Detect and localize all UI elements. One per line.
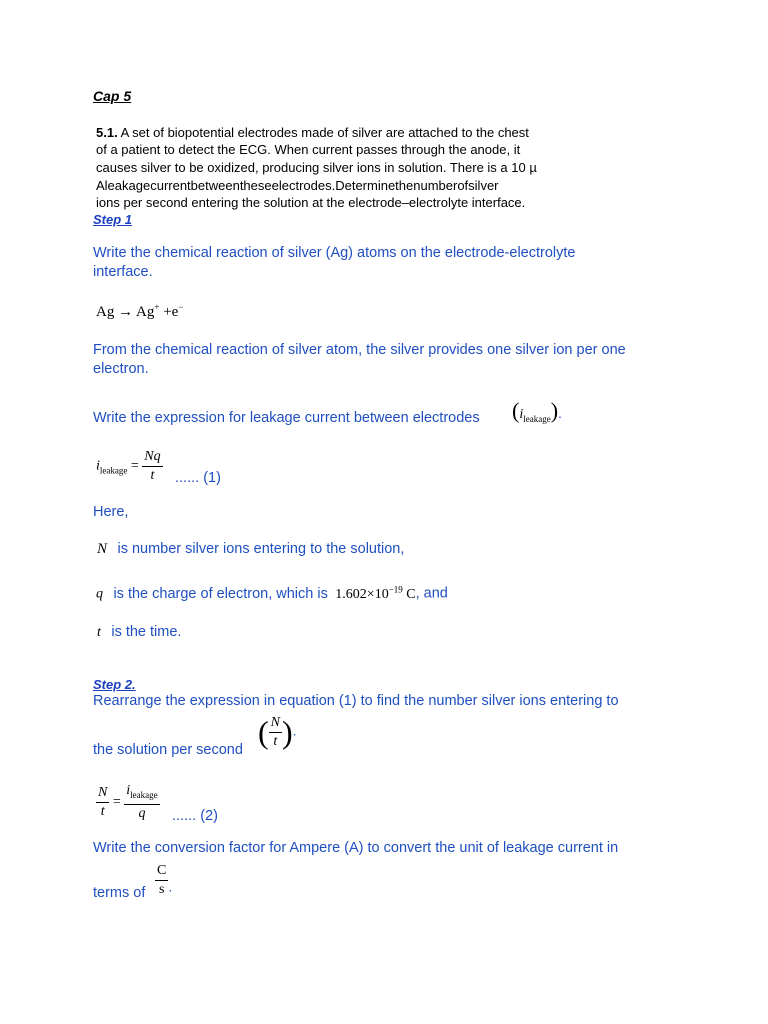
- electron-symbol: e: [171, 304, 179, 320]
- provides-line-1: From the chemical reaction of silver atom, the silver provides one silver ion per one: [93, 342, 626, 358]
- reactant-ag: Ag: [96, 304, 115, 320]
- problem-line-1: [96, 124, 529, 142]
- i-leakage-inline: $(i_{leakage})$.: [512, 398, 562, 424]
- equation-2: $\frac{N}{t}$ = $\frac{i_{leakage}}{q}$: [98, 783, 158, 821]
- problem-text-1: A set of biopotential electrodes made of silver are attached to the chest: [120, 125, 529, 140]
- step1-intro-line-2: interface.: [93, 264, 153, 280]
- electron-charge-value: $1.602\times 10^{-19}$ C: [335, 584, 416, 602]
- step1-intro-line-1: Write the chemical reaction of silver (Ag) atoms on the electrode-electrolyte: [93, 245, 576, 261]
- reaction-arrow: →: [118, 304, 134, 320]
- def-q: q is the charge of electron, which is $1.602\times 10^{-19}$ C, and: [96, 584, 448, 602]
- problem-line-4: Aleakagecurrentbetweentheseelectrodes.Determinethenumberofsilver: [96, 178, 499, 193]
- problem-line-5: ions per second entering the solution at the electrode–electrolyte interface.: [96, 195, 526, 210]
- problem-number: 5.1.: [96, 125, 118, 140]
- eq2-rhs: $\frac{i_{leakage}}{q}$: [126, 783, 158, 821]
- expression-intro: Write the expression for leakage current between electrodes: [93, 410, 480, 426]
- n-over-t-inline: ( $\frac{N}{t}$ ).: [258, 714, 297, 750]
- conversion-line-1: Write the conversion factor for Ampere (A) to convert the unit of leakage current in: [93, 840, 619, 856]
- step2-line-2: the solution per second: [93, 742, 243, 758]
- page-heading: Cap 5: [93, 88, 132, 104]
- problem-line-2: of a patient to detect the ECG. When current passes through the anode, it: [96, 142, 521, 157]
- eq2-lhs: $\frac{N}{t}$: [98, 784, 108, 819]
- def-t: t is the time.: [97, 624, 182, 640]
- eq1-tag: ...... (1): [175, 470, 221, 486]
- step-1-label: Step 1: [93, 212, 133, 227]
- chemical-reaction: [96, 302, 183, 321]
- step2-line-1: Rearrange the expression in equation (1) to find the number silver ions entering to: [93, 693, 619, 709]
- product-charge: +: [154, 302, 160, 312]
- problem-line-3: causes silver to be oxidized, producing silver ions in solution. There is a 10 µ: [96, 160, 537, 175]
- provides-line-2: electron.: [93, 361, 149, 377]
- plus-sign: +: [163, 304, 172, 320]
- def-n: N is number silver ions entering to the solution,: [97, 541, 405, 557]
- equation-1: $i_{leakage}$ = $\frac{Nq}{t}$: [96, 449, 161, 483]
- eq2-tag: ...... (2): [172, 808, 218, 824]
- product-ag: Ag: [136, 304, 155, 320]
- electron-charge: −: [178, 302, 184, 312]
- here-text: Here,: [93, 504, 129, 520]
- step-2-label: Step 2.: [93, 677, 136, 692]
- conversion-line-2: terms of: [93, 885, 146, 901]
- c-over-s-unit: $\frac{C}{s}$ .: [157, 863, 173, 897]
- eq1-fraction: $\frac{Nq}{t}$: [144, 449, 161, 483]
